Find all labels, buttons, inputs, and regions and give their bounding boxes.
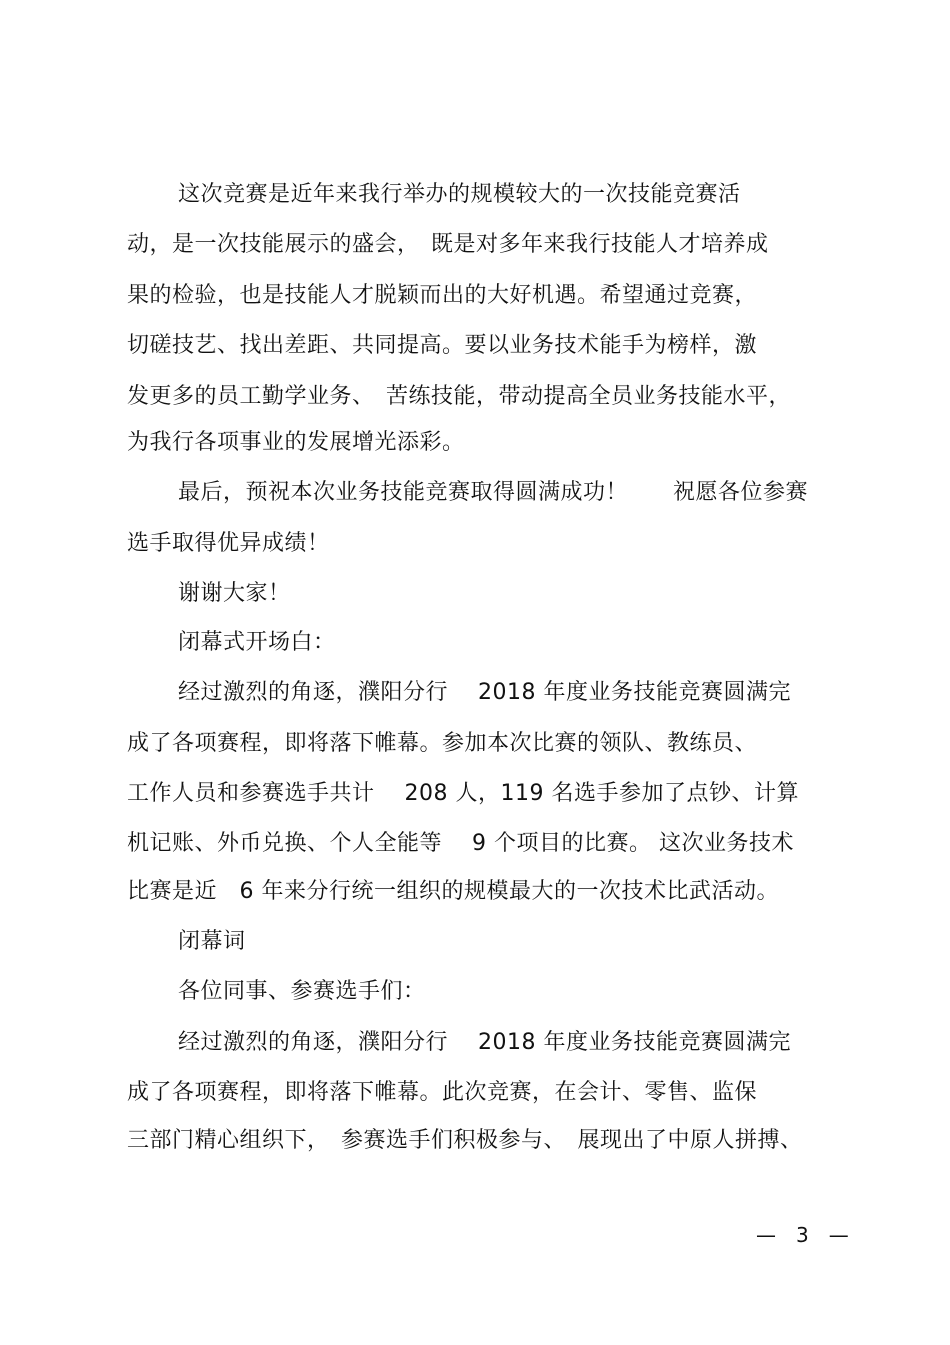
body-text-line: 这次竞赛是近年来我行举办的规模较大的一次技能竞赛活 xyxy=(178,182,741,207)
body-text-line: 机记账、外币兑换、个人全能等 9 个项目的比赛。 这次业务技术 xyxy=(127,831,794,856)
body-text-line: 三部门精心组织下， 参赛选手们积极参与、 展现出了中原人拼搏、 xyxy=(127,1128,803,1153)
page-number: — 3 — xyxy=(756,1223,849,1247)
body-text-line: 果的检验，也是技能人才脱颖而出的大好机遇。希望通过竞赛， xyxy=(127,283,758,308)
closing-thanks: 谢谢大家！ xyxy=(178,581,291,606)
body-text-line: 工作人员和参赛选手共计 208 人，119 名选手参加了点钞、计算 xyxy=(127,781,799,806)
body-text-line: 切磋技艺、找出差距、共同提高。要以业务技术能手为榜样，激 xyxy=(127,333,758,358)
salutation: 各位同事、参赛选手们： xyxy=(178,979,426,1004)
body-text-line: 成了各项赛程，即将落下帷幕。此次竞赛，在会计、零售、监保 xyxy=(127,1080,758,1105)
body-text-line: 选手取得优异成绩！ xyxy=(127,531,330,556)
body-text-line: 最后，预祝本次业务技能竞赛取得圆满成功！ 祝愿各位参赛 xyxy=(178,480,809,505)
body-text-line: 发更多的员工勤学业务、 苦练技能，带动提高全员业务技能水平， xyxy=(127,384,792,409)
section-heading: 闭幕词 xyxy=(178,929,246,954)
body-text-line: 经过激烈的角逐，濮阳分行 2018 年度业务技能竞赛圆满完 xyxy=(178,680,791,705)
section-heading: 闭幕式开场白： xyxy=(178,630,336,655)
body-text-line: 经过激烈的角逐，濮阳分行 2018 年度业务技能竞赛圆满完 xyxy=(178,1030,791,1055)
body-text-line: 比赛是近 6 年来分行统一组织的规模最大的一次技术比武活动。 xyxy=(127,879,779,904)
body-text-line: 成了各项赛程，即将落下帷幕。参加本次比赛的领队、教练员、 xyxy=(127,731,758,756)
body-text-line: 动，是一次技能展示的盛会， 既是对多年来我行技能人才培养成 xyxy=(127,232,769,257)
body-text-line: 为我行各项事业的发展增光添彩。 xyxy=(127,430,465,455)
